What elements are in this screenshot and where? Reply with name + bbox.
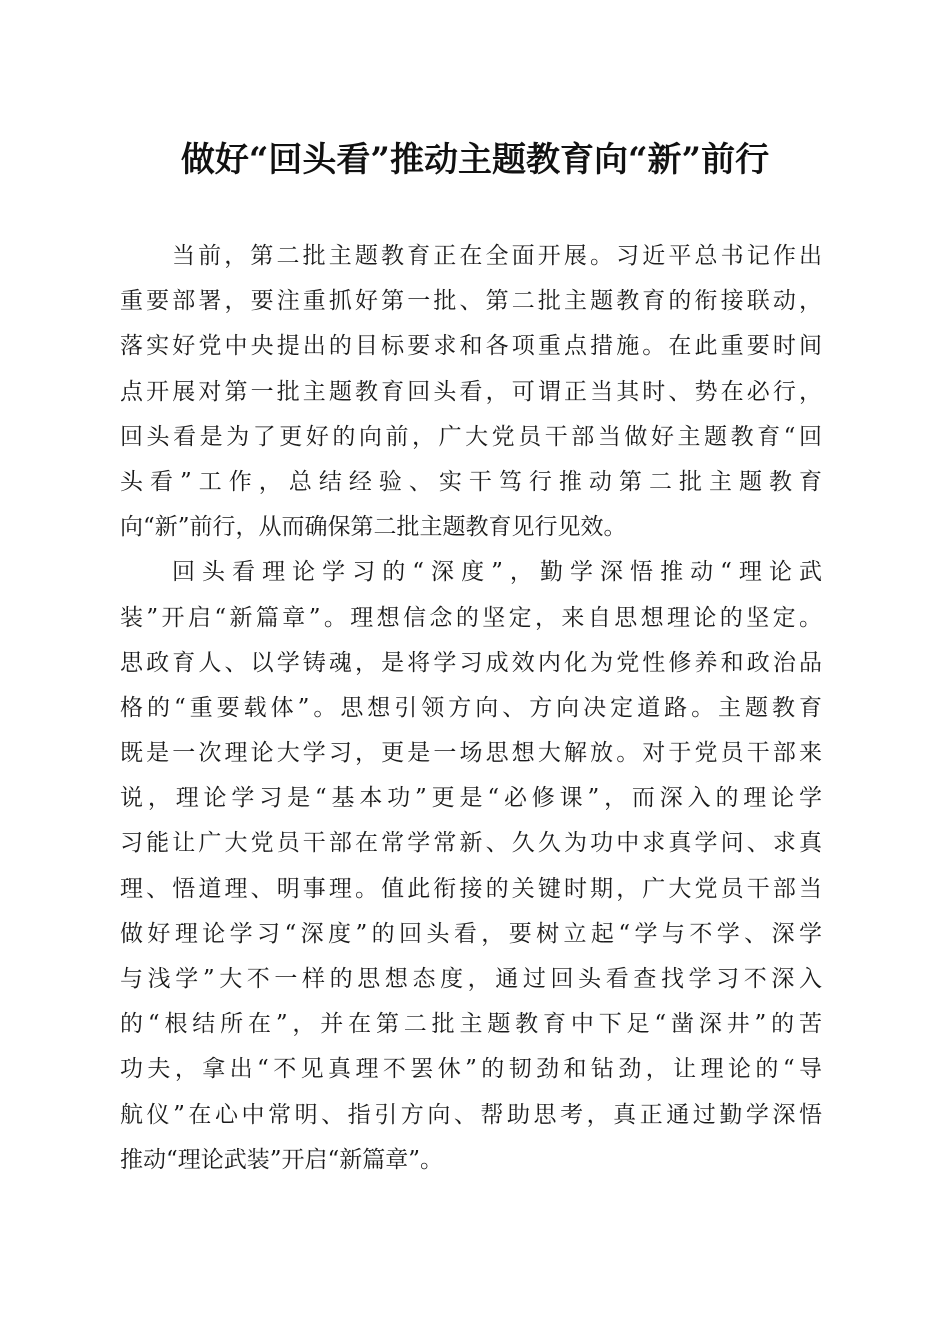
document-title: 做好“回头看”推动主题教育向“新”前行 xyxy=(180,140,770,180)
paragraph-line: 头看”工作，总结经验、实干笃行推动第二批主题教育 xyxy=(120,468,822,495)
paragraph-line: 当前，第二批主题教育正在全面开展。习近平总书记作出 xyxy=(172,243,822,269)
paragraph-line: 重要部署，要注重抓好第一批、第二批主题教育的衔接联动， xyxy=(120,288,822,315)
paragraph-line: 说，理论学习是“基本功”更是“必修课”，而深入的理论学 xyxy=(120,785,822,812)
paragraph-line: 理、悟道理、明事理。值此衔接的关键时期，广大党员干部当 xyxy=(120,875,822,902)
paragraph-line: 回头看理论学习的“深度”，勤学深悟推动“理论武 xyxy=(172,559,822,586)
paragraph-line: 习能让广大党员干部在常学常新、久久为功中求真学问、求真 xyxy=(120,830,822,857)
paragraph-line: 落实好党中央提出的目标要求和各项重点措施。在此重要时间 xyxy=(120,333,822,360)
paragraph-line: 与浅学”大不一样的思想态度，通过回头看查找学习不深入 xyxy=(120,966,822,992)
paragraph-line: 格的“重要载体”。思想引领方向、方向决定道路。主题教育 xyxy=(120,694,822,721)
paragraph-line: 点开展对第一批主题教育回头看，可谓正当其时、势在必行， xyxy=(120,378,822,405)
paragraph-line: 回头看是为了更好的向前，广大党员干部当做好主题教育“回 xyxy=(120,423,822,450)
document-body xyxy=(120,234,822,1183)
paragraph-line: 做好理论学习“深度”的回头看，要树立起“学与不学、深学 xyxy=(120,920,822,947)
paragraph-1 xyxy=(120,234,822,550)
paragraph-line: 思政育人、以学铸魂，是将学习成效内化为党性修养和政治品 xyxy=(120,649,822,676)
paragraph-2 xyxy=(120,550,822,1183)
paragraph-line: 的“根结所在”，并在第二批主题教育中下足“凿深井”的苦 xyxy=(120,1011,822,1038)
paragraph-line: 装”开启“新篇章”。理想信念的坚定，来自思想理论的坚定。 xyxy=(120,604,822,631)
paragraph-line: 既是一次理论大学习，更是一场思想大解放。对于党员干部来 xyxy=(120,740,822,767)
paragraph-line: 推动“理论武装”开启“新篇章”。 xyxy=(120,1146,444,1173)
paragraph-line: 功夫，拿出“不见真理不罢休”的韧劲和钻劲，让理论的“导 xyxy=(120,1056,822,1083)
paragraph-line: 向“新”前行，从而确保第二批主题教育见行见效。 xyxy=(120,514,627,541)
paragraph-line: 航仪”在心中常明、指引方向、帮助思考，真正通过勤学深悟 xyxy=(120,1101,822,1128)
